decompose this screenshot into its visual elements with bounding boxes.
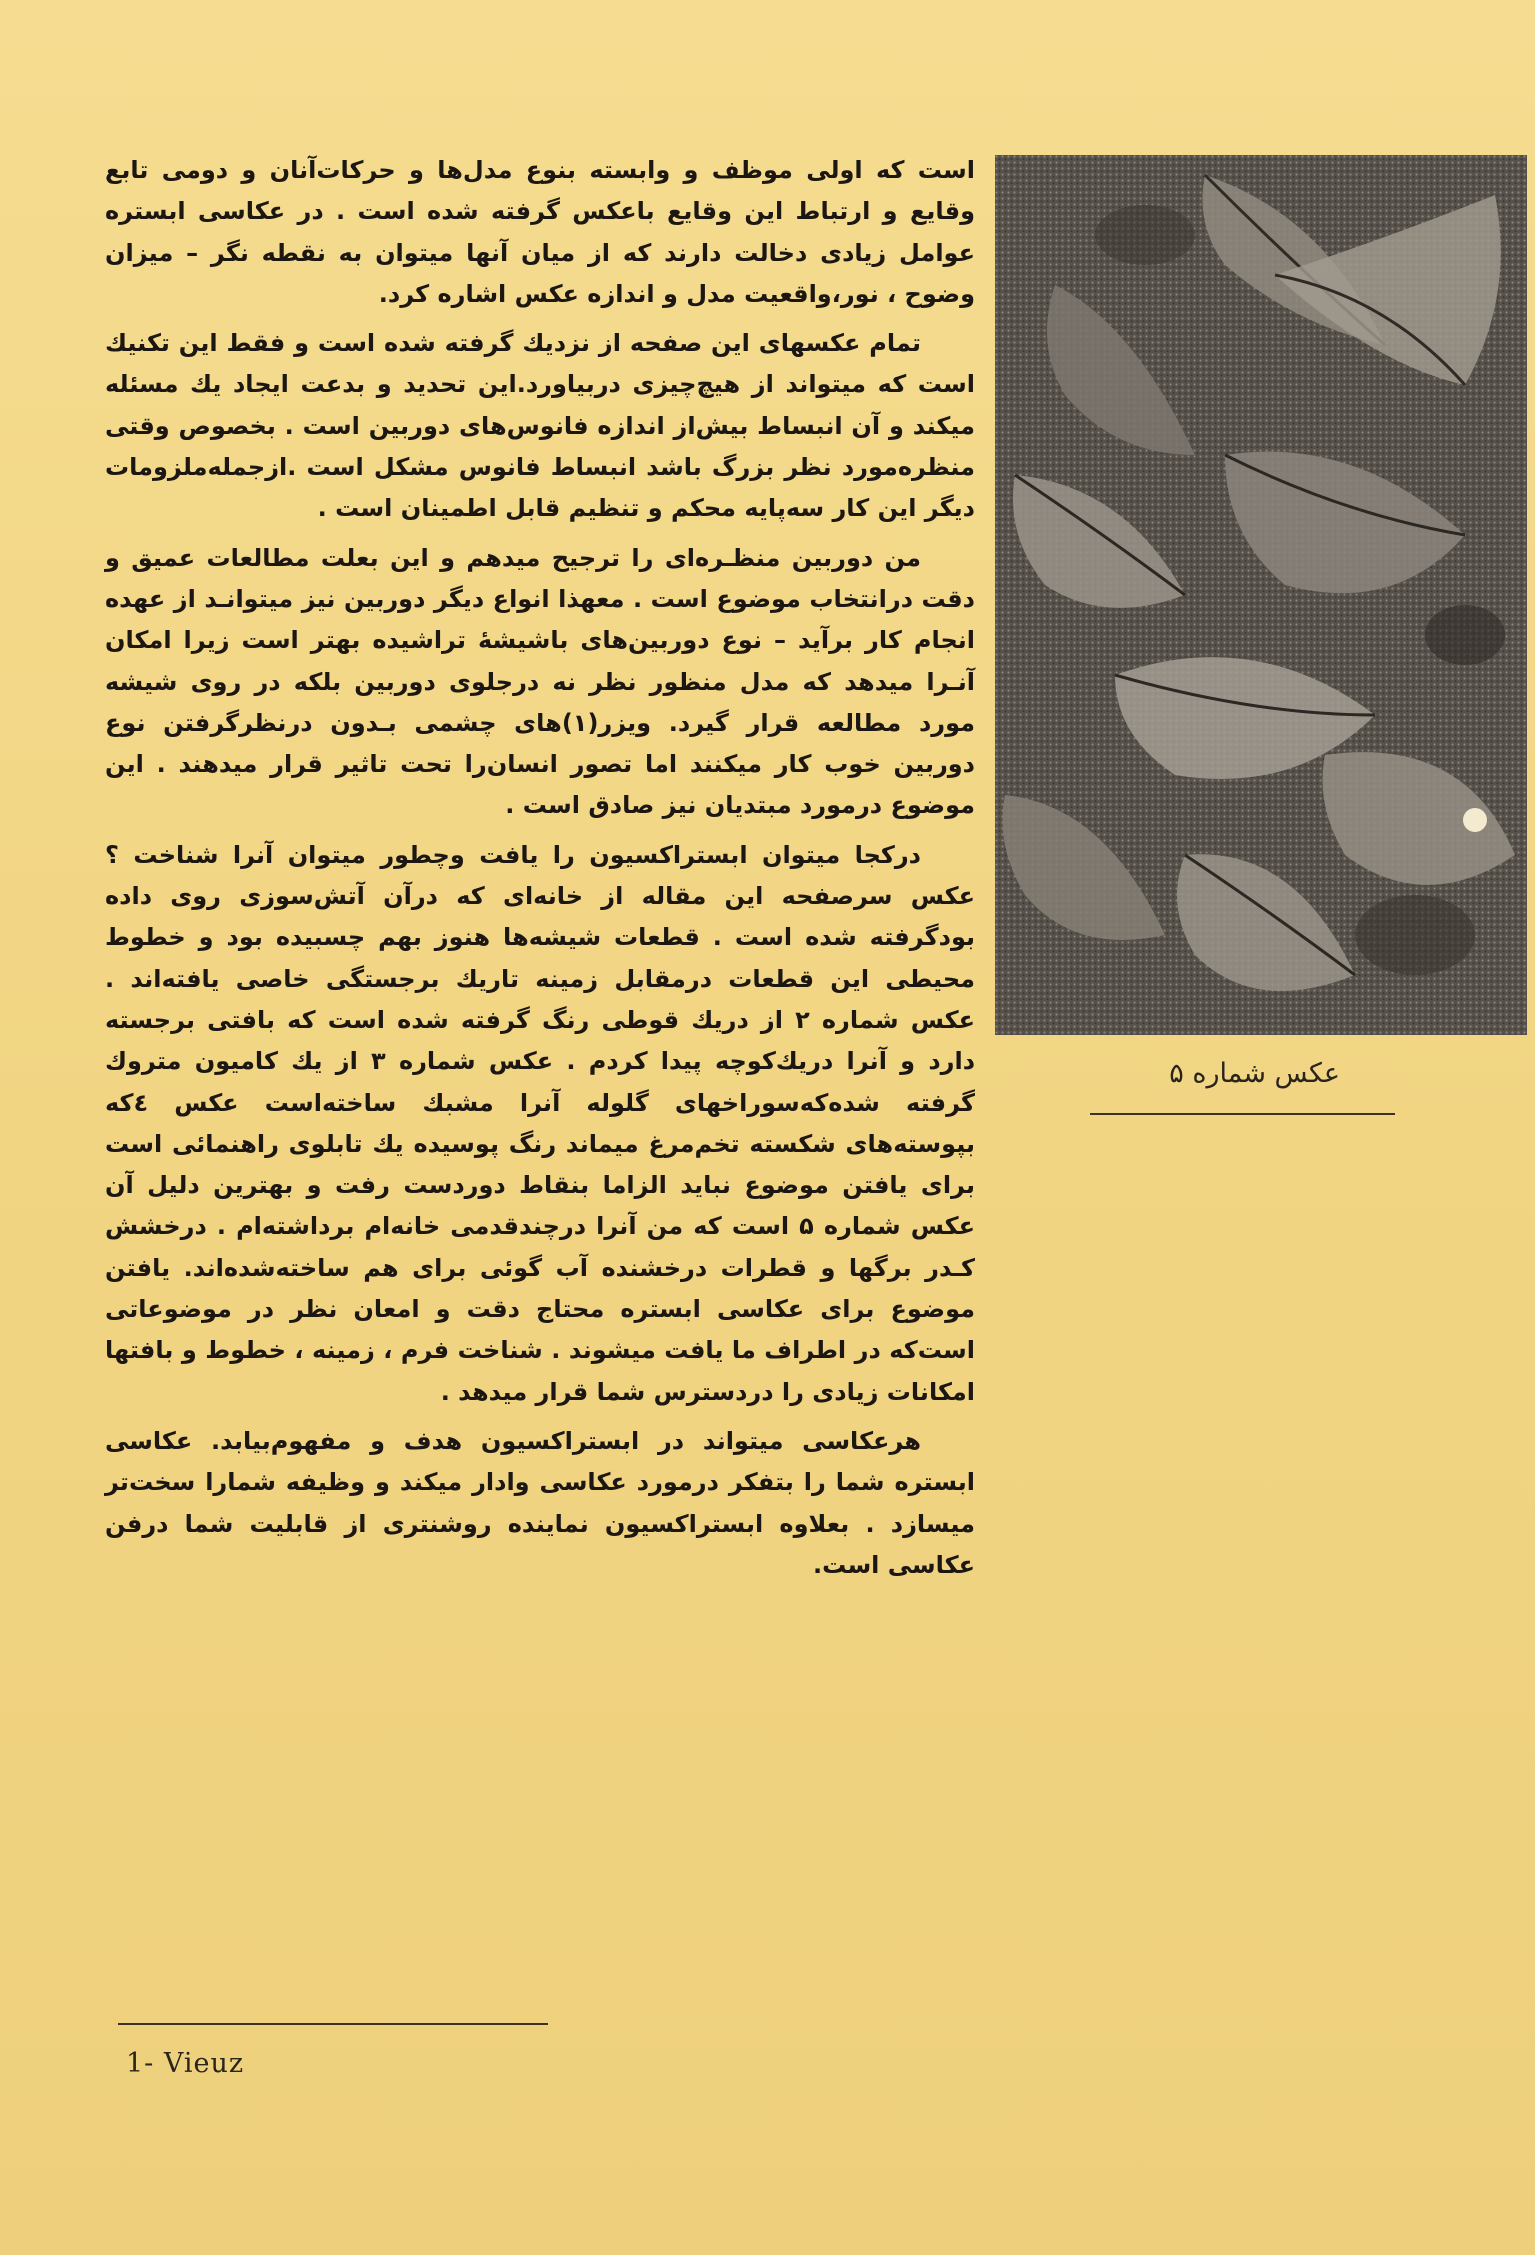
footnote-divider bbox=[118, 2023, 548, 2025]
paragraph-5: هرعکاسی میتواند در ابستراکسیون هدف و مفهوم‌بیابد. عکاسی ابستره شما را بتفکر درمورد عکاسی وادار میکند و وظیفه شمارا سخت‌تر میسازد . بعلاوه ابستراکسیون نماینده روشنتری از قابلیت شما درفن عکاسی است. bbox=[105, 1426, 975, 1579]
caption-divider bbox=[1090, 1113, 1395, 1115]
paragraph-4: درکجا میتوان ابستراکسیون را یافت وچطور میتوان آنرا شناخت ؟ عکس سرصفحه این مقاله از خانه‌ای که درآن آتش‌سوزی روی داده بودگرفته شده است . قطعات شیشه‌ها هنوز بهم چسبیده بود و خطوط محیطی این قطعات درمقابل زمینه تاریك برجستگی خاصی یافته‌اند . عکس شماره ۲ از دریك قوطی رنگ گرفته شده است که بافتی برجسته دارد و آنرا دریك‌کوچه پیدا کردم . عکس شماره ۳ از یك کامیون متروك گرفته شده‌که‌سوراخهای گلوله آنرا مشبك ساخته‌است عکس ٤که بپوسته‌های شکسته تخم‌مرغ میماند رنگ پوسیده یك تابلوی راهنمائی است برای یافتن موضوع نباید الزاما بنقاط دوردست رفت و بهترین دلیل آن عکس شماره ۵ است که من آنرا درچندقدمی خانه‌ام برداشته‌ام . درخشش کـدر برگها و قطرات درخشنده آب گوئی برای هم ساخته‌شده‌اند. یافتن موضوع برای عکاسی ابستره محتاج دقت و امعان نظر در موضوعاتی است‌که در اطراف ما یافت میشوند . شناخت فرم ، زمینه ، خطوط و بافتها امکانات زیادی را دردسترس شما قرار میدهد . bbox=[105, 840, 976, 1406]
footnote: 1- Vieuz bbox=[126, 2048, 245, 2079]
paragraph-2: تمام عکسهای این صفحه از نزدیك گرفته شده است و فقط این تکنیك است که میتواند از هیچ‌چیزی دربیاورد.این تحدید و بدعت ایجاد یك مسئله میکند و آن انبساط بیش‌از اندازه فانوس‌های دوربین است . بخصوص وقتی منظره‌مورد نظر بزرگ باشد انبساط فانوس مشکل است .ازجمله‌ملزومات دیگر این کار سه‌پایه محکم و تنظیم قابل اطمینان است . bbox=[105, 329, 975, 523]
paragraph-1: است که اولی موظف و وابسته بنوع مدل‌ها و حرکات‌آنان و دومی تابع وقایع و ارتباط این وقایع باعکس گرفته شده است . در عکاسی ابستره عوامل زیادی دخالت دارند که از میان آنها میتوان به نقطه نگر – میزان وضوح ، نور،واقعیت مدل و اندازه عکس اشاره کرد. bbox=[105, 156, 975, 308]
leaves-photo bbox=[995, 155, 1527, 1035]
paragraph-3: من دوربین منظـره‌ای را ترجیح میدهم و این بعلت مطالعات عمیق و دقت درانتخاب موضوع است . معهذا انواع دیگر دوربین نیز میتوانـد از عهده انجام کار برآید – نوع دوربین‌های باشیشهٔ تراشیده بهتر است زیرا امکان آنـرا میدهد که مدل منظور نظر نه درجلوی دوربین بلکه در روی شیشه مورد مطالعه قرار گیرد. ویزر(۱)های چشمی بـدون درنظرگرفتن نوع دوربین خوب کار میکنند اما تصور انسان‌را تحت تاثیر قرار میدهند . این موضوع درمورد مبتدیان نیز صادق است . bbox=[105, 543, 975, 820]
article-body bbox=[105, 150, 975, 1586]
photo-caption: عکس شماره ۵ bbox=[1169, 1058, 1340, 1089]
leaves-photo-illustration bbox=[995, 155, 1527, 1035]
